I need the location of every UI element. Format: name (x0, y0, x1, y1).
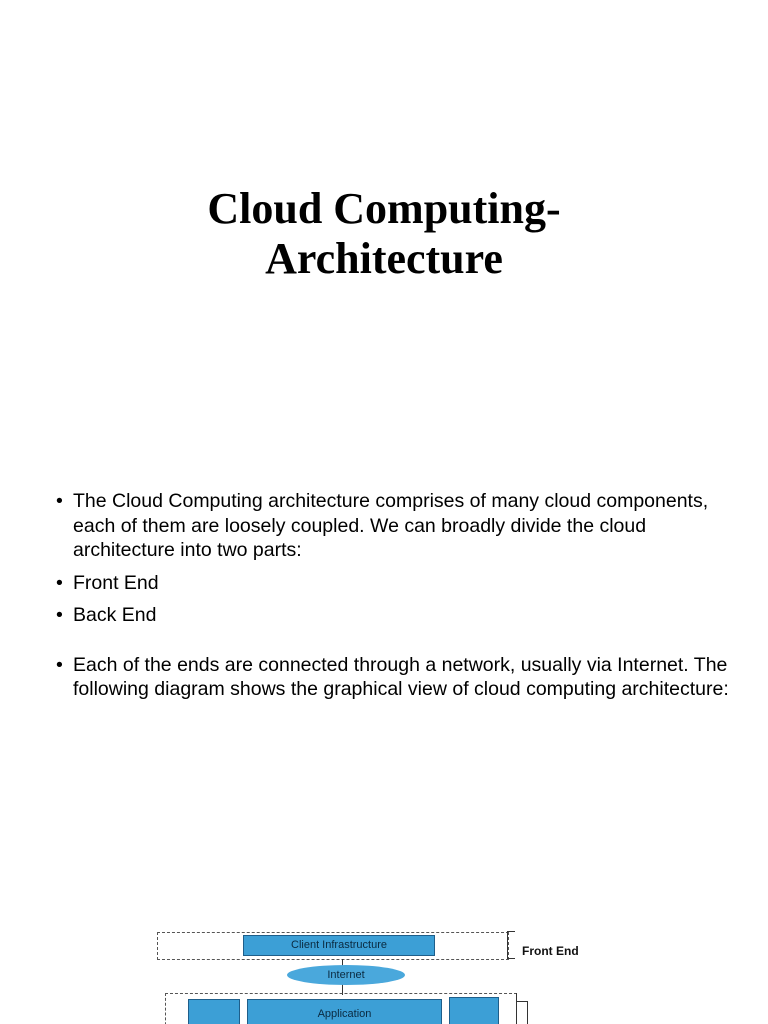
bullet-item: • Back End (56, 603, 736, 628)
application-box (247, 999, 442, 1024)
bracket-tick-top (507, 931, 515, 932)
client-infrastructure-box (243, 935, 435, 956)
client-infrastructure-label: Client Infrastructure (291, 939, 387, 951)
bullet-list (56, 489, 736, 710)
back-end-left-box (188, 999, 240, 1024)
slide-title-line-1: Cloud Computing- (207, 184, 561, 233)
bullet-item: • Front End (56, 571, 736, 596)
internet-cloud (287, 965, 405, 985)
front-end-label: Front End (522, 944, 579, 958)
bullet-item: • The Cloud Computing architecture comprises of many cloud components, each of them are loosely coupled. We can broadly divide the cloud architecture into two parts: (56, 489, 736, 563)
slide-title-line-2: Architecture (265, 234, 503, 283)
back-end-right-box (449, 997, 499, 1024)
bracket-tick-bottom (507, 958, 515, 959)
internet-label: Internet (327, 969, 365, 981)
front-end-bracket (507, 931, 508, 959)
bracket-tick-right (527, 1001, 528, 1024)
architecture-diagram (150, 925, 610, 1024)
application-label: Application (317, 1008, 372, 1020)
bullet-item: • Each of the ends are connected through a network, usually via Internet. The following diagram shows the graphical view of cloud computing architecture: (56, 653, 736, 702)
back-end-bracket (516, 993, 517, 1024)
slide-title (0, 184, 768, 284)
